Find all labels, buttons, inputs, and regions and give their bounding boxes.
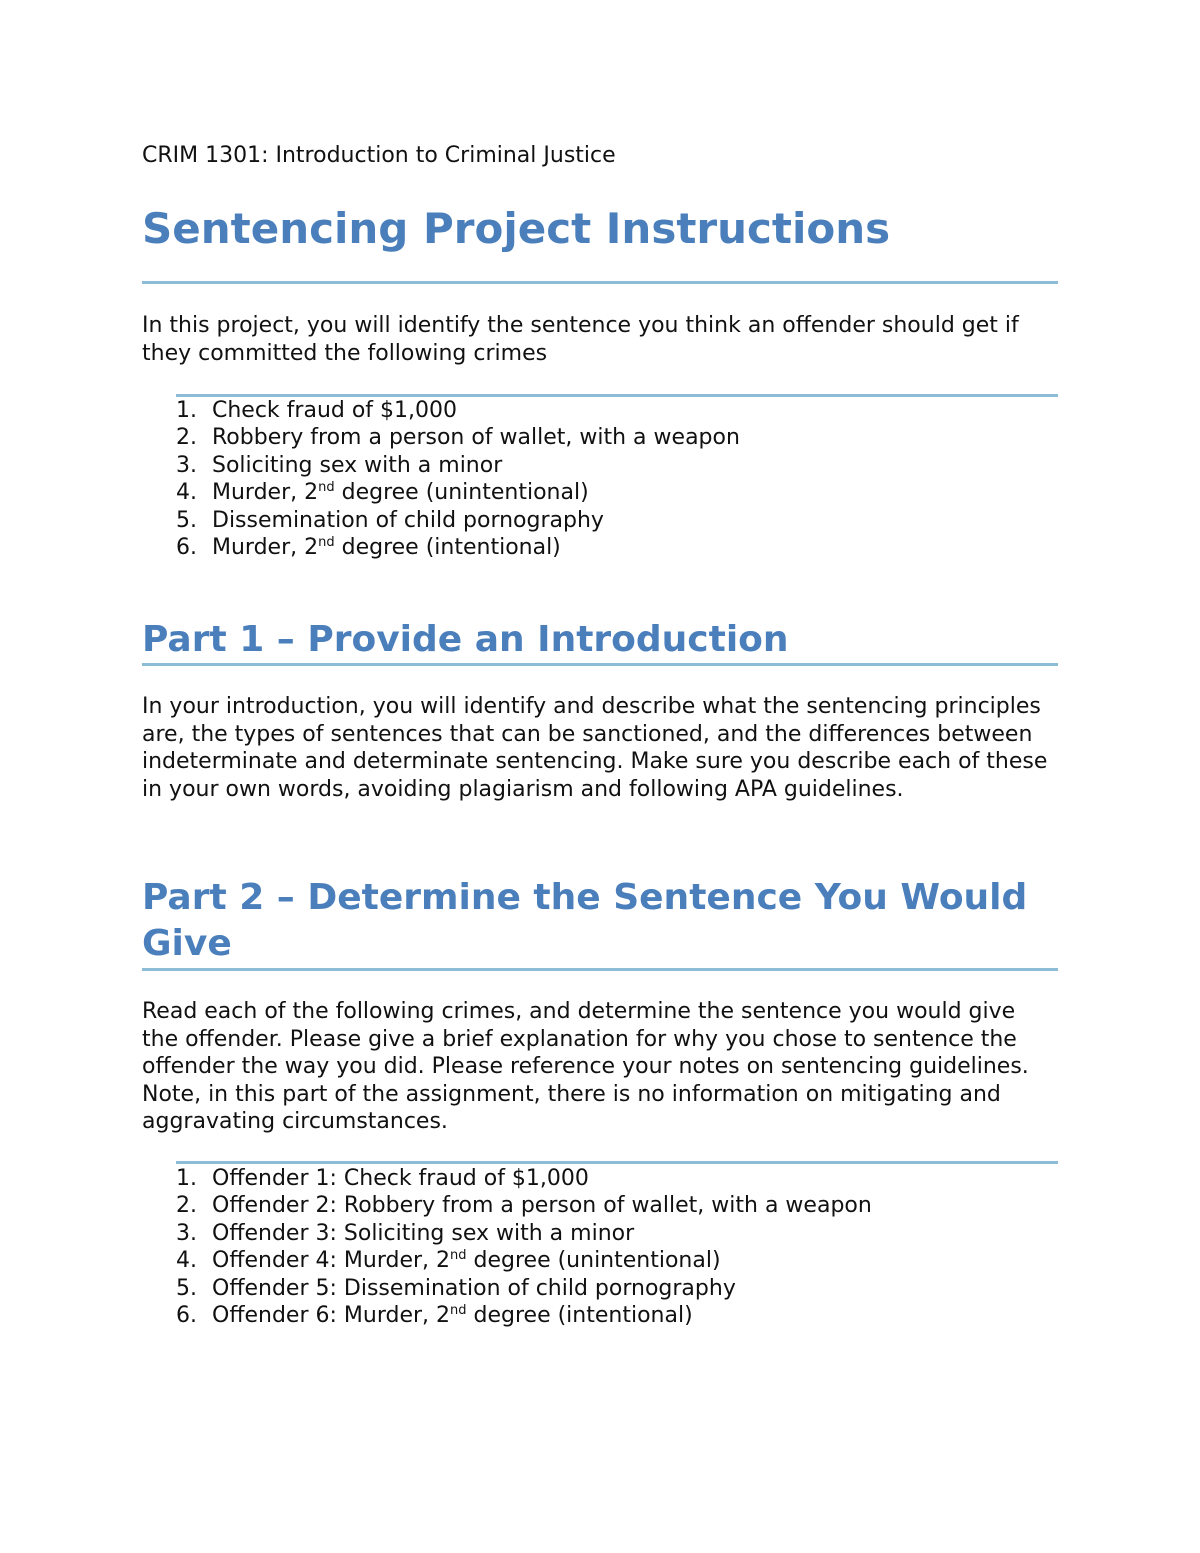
list-item: 5. Offender 5: Dissemination of child pornography [176, 1275, 736, 1301]
part1-body: In your introduction, you will identify and describe what the sentencing principles are, the types of sentences that can be sanctioned, and the differences between indeterminate and determinate sentencing. Make sure you describe each of these in your own words, avoiding plagiarism and following APA guidelines. [142, 694, 1048, 802]
course-code: CRIM 1301: Introduction to Criminal Justice [142, 143, 616, 168]
list-item: 1. Offender 1: Check fraud of $1,000 [176, 1166, 589, 1191]
list-item: 2. Offender 2: Robbery from a person of wallet, with a weapon [176, 1193, 872, 1219]
list-item: 1. Check fraud of $1,000 [176, 398, 458, 423]
part1-heading: Part 1 – Provide an Introduction [142, 619, 789, 660]
list-item: 6. Offender 6: Murder, 2nd degree (intentional) [176, 1303, 693, 1329]
list-item: 2. Robbery from a person of wallet, with a weapon [176, 425, 740, 451]
part2-heading: Part 2 – Determine the Sentence You Would Give [142, 877, 1028, 964]
list-item: 6. Murder, 2nd degree (intentional) [176, 535, 561, 561]
part1-rule [142, 663, 1058, 666]
part2-body: Read each of the following crimes, and determine the sentence you would give the offender. Please give a brief explanation for why you chose to sentence the offender the way you did. Please reference your notes on sentencing guidelines. Note, in this part of the assignment, there is no information on mitigating and aggravating circumstances. [142, 999, 1029, 1134]
offenders-list [142, 1165, 1058, 1329]
list-item: 4. Offender 4: Murder, 2nd degree (unintentional) [176, 1248, 721, 1274]
list-item: 5. Dissemination of child pornography [176, 507, 604, 533]
list-item: 4. Murder, 2nd degree (unintentional) [176, 480, 589, 506]
offenders-list-rule [176, 1161, 1058, 1164]
title-rule [142, 281, 1058, 284]
intro-paragraph: In this project, you will identify the sentence you think an offender should get if they committed the following crimes [142, 313, 1019, 366]
list-item: 3. Offender 3: Soliciting sex with a minor [176, 1220, 635, 1246]
crimes-list [142, 397, 1058, 561]
list-item: 3. Soliciting sex with a minor [176, 452, 503, 478]
document-title: Sentencing Project Instructions [142, 204, 891, 253]
part2-rule [142, 968, 1058, 971]
